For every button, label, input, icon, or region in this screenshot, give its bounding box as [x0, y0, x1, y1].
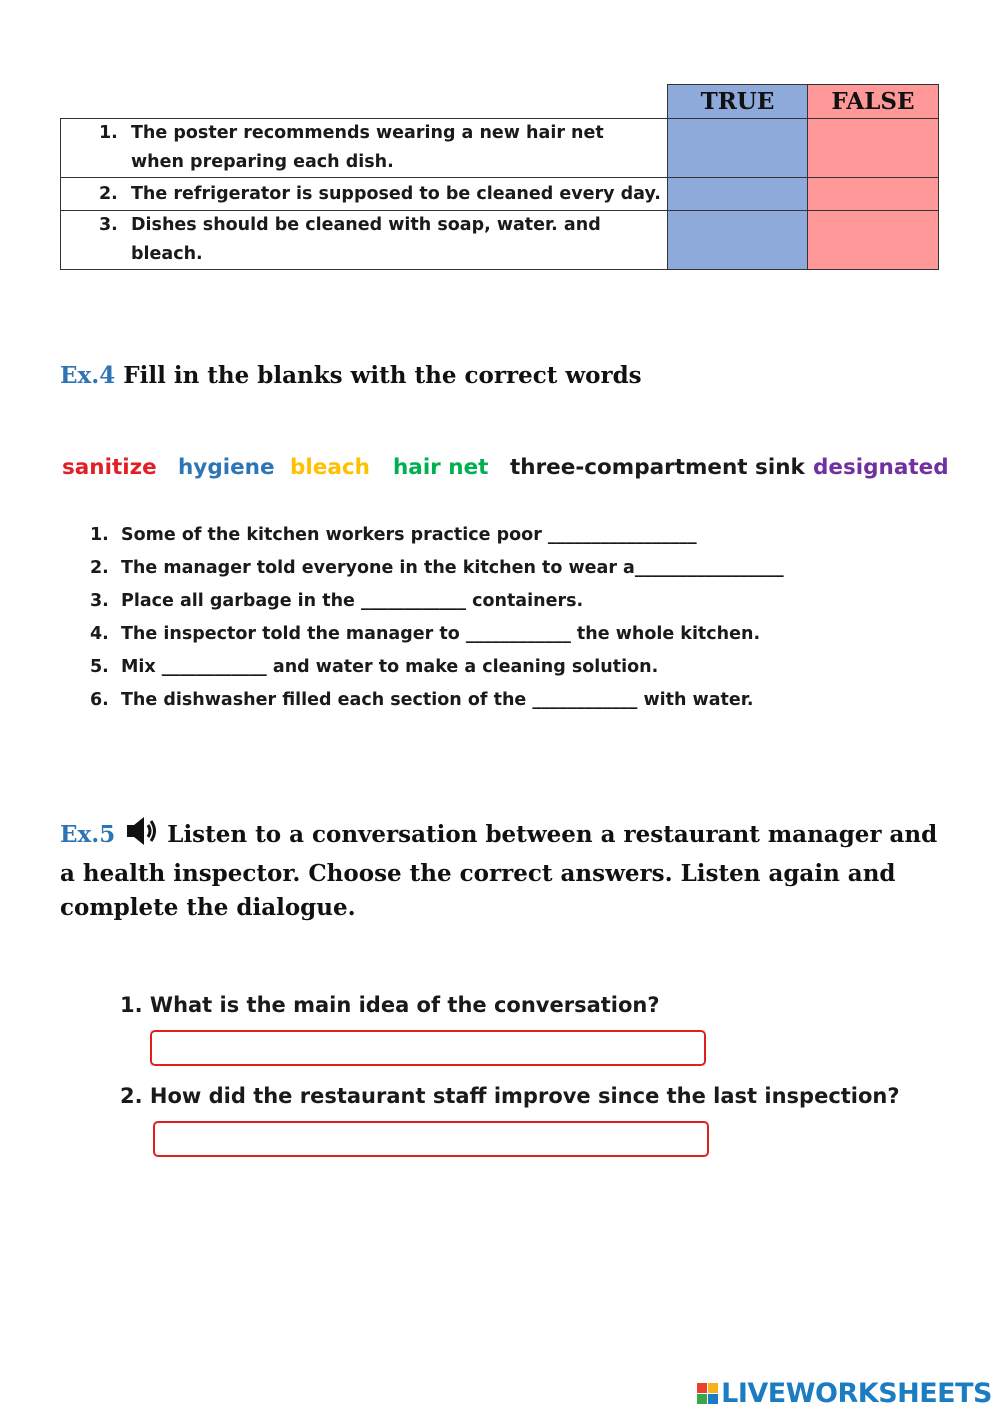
question-1: 1. What is the main idea of the conversation? [120, 993, 660, 1017]
sentence-text: Mix ____________ and water to make a cleaning solution. [121, 657, 659, 677]
logo-text: LIVEWORKSHEETS [721, 1378, 992, 1409]
statement-cell [61, 178, 668, 211]
ex5-instruction: Listen to a conversation between a restaurant manager and a health inspector. Choose the correct answers. Listen again and complete the dialogue. [60, 821, 938, 921]
word-bank-item[interactable]: hygiene [178, 455, 275, 480]
answer-input-2[interactable] [153, 1121, 709, 1157]
list-item[interactable] [90, 519, 784, 552]
true-drop-cell[interactable] [668, 211, 808, 270]
sentence-text: The manager told everyone in the kitchen to wear a_________________ [121, 558, 784, 578]
speaker-icon[interactable] [125, 815, 159, 857]
word-bank-item[interactable]: bleach [290, 455, 370, 480]
ex5-heading [60, 815, 950, 925]
table-row [61, 178, 939, 211]
false-drop-cell[interactable] [808, 211, 939, 270]
table-header-row [61, 85, 939, 119]
sentence-number: 6. [90, 690, 109, 710]
word-bank-item[interactable]: hair net [393, 455, 489, 480]
statement-text: The refrigerator is supposed to be cleaned every day. [131, 183, 661, 204]
ex4-title: Fill in the blanks with the correct words [123, 362, 642, 389]
sentence-number: 4. [90, 624, 109, 644]
statement-number: 1. [99, 123, 118, 143]
statement-number: 3. [99, 215, 118, 235]
statement-text: The poster recommends wearing a new hair net when preparing each dish. [131, 123, 604, 172]
table-header-blank [61, 85, 668, 119]
question-2: 2. How did the restaurant staff improve since the last inspection? [120, 1084, 900, 1108]
sentence-text: Place all garbage in the ____________ containers. [121, 591, 584, 611]
fill-in-list [90, 519, 784, 717]
sentence-number: 1. [90, 525, 109, 545]
ex4-heading [60, 362, 642, 389]
statement-cell [61, 119, 668, 178]
list-item[interactable] [90, 651, 784, 684]
word-bank-item[interactable]: three-compartment sink [510, 455, 805, 480]
table-row [61, 211, 939, 270]
header-false: FALSE [808, 85, 939, 119]
sentence-number: 3. [90, 591, 109, 611]
sentence-number: 5. [90, 657, 109, 677]
true-drop-cell[interactable] [668, 119, 808, 178]
list-item[interactable] [90, 618, 784, 651]
ex5-label: Ex.5 [60, 821, 116, 848]
list-item[interactable] [90, 552, 784, 585]
liveworksheets-logo [697, 1378, 992, 1409]
word-bank-item[interactable]: designated [813, 455, 949, 480]
true-false-table [60, 84, 939, 270]
statement-cell [61, 211, 668, 270]
true-drop-cell[interactable] [668, 178, 808, 211]
answer-input-1[interactable] [150, 1030, 706, 1066]
false-drop-cell[interactable] [808, 119, 939, 178]
sentence-text: The inspector told the manager to ____________ the whole kitchen. [121, 624, 761, 644]
statement-number: 2. [99, 183, 118, 204]
list-item[interactable] [90, 585, 784, 618]
sentence-text: The dishwasher filled each section of the ____________ with water. [121, 690, 754, 710]
table-row [61, 119, 939, 178]
header-true: TRUE [668, 85, 808, 119]
sentence-number: 2. [90, 558, 109, 578]
list-item[interactable] [90, 684, 784, 717]
false-drop-cell[interactable] [808, 178, 939, 211]
ex4-label: Ex.4 [60, 362, 116, 389]
sentence-text: Some of the kitchen workers practice poor _________________ [121, 525, 697, 545]
word-bank-item[interactable]: sanitize [62, 455, 157, 480]
word-bank [60, 455, 949, 487]
statement-text: Dishes should be cleaned with soap, water. and bleach. [131, 215, 601, 264]
logo-mark-icon [697, 1383, 718, 1404]
